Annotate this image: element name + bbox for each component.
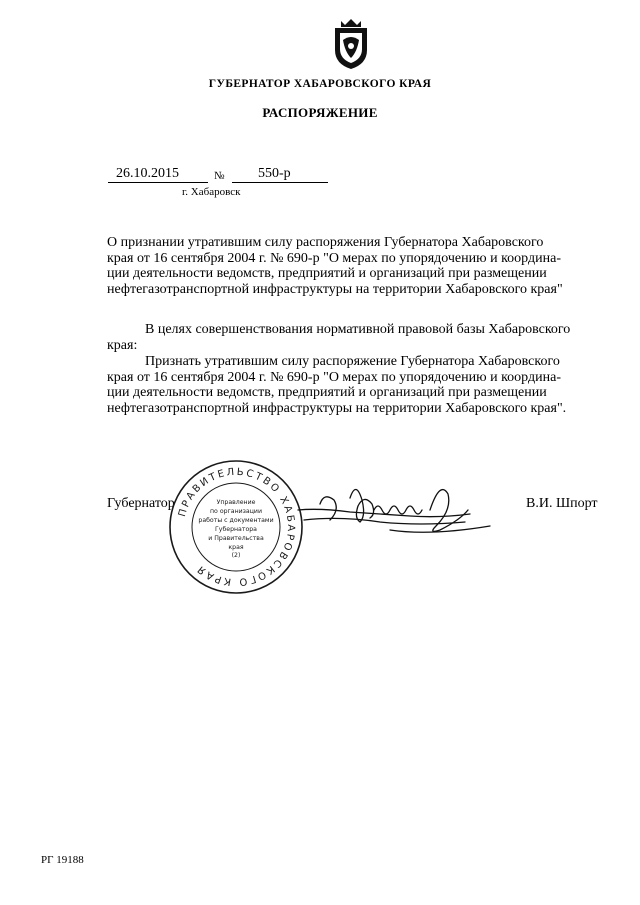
issue-city: г. Хабаровск bbox=[182, 186, 241, 198]
title-line: края от 16 сентября 2004 г. № 690-р "О мерах по упорядочению и координа- bbox=[107, 250, 561, 266]
body-line: ции деятельности ведомств, предприятий и организаций при размещении bbox=[107, 385, 547, 400]
title-line: нефтегазотранспортной инфраструктуры на территории Хабаровского края" bbox=[107, 281, 563, 297]
document-type: РАСПОРЯЖЕНИЕ bbox=[262, 105, 378, 120]
document-registration-code: РГ 19188 bbox=[41, 854, 84, 866]
body-line: края от 16 сентября 2004 г. № 690-р "О мерах по упорядочению и координа- bbox=[107, 369, 561, 385]
signatory-position: Губернатор bbox=[107, 496, 175, 511]
stamp-center-line: края bbox=[228, 544, 244, 551]
title-line: О признании утратившим силу распоряжения Губернатора Хабаровского bbox=[107, 235, 544, 250]
document-title bbox=[107, 235, 612, 297]
number-sign: № bbox=[214, 170, 225, 182]
stamp-center-line: Губернатора bbox=[215, 526, 257, 533]
stamp-center-line: (2) bbox=[231, 552, 241, 559]
body-line: нефтегазотранспортной инфраструктуры на территории Хабаровского края". bbox=[107, 400, 567, 416]
title-line: ции деятельности ведомств, предприятий и организаций при размещении bbox=[107, 266, 547, 281]
stamp-center-line: Управление bbox=[216, 499, 256, 506]
stamp-center-line: по организации bbox=[210, 508, 262, 515]
body-paragraph-resolution bbox=[107, 354, 612, 416]
stamp-center-line: и Правительства bbox=[208, 535, 264, 542]
body-line: края: bbox=[107, 337, 138, 353]
body-paragraph-preamble bbox=[107, 322, 612, 353]
stamp-center-line: работы с документами bbox=[198, 517, 274, 524]
document-date: 26.10.2015 bbox=[108, 166, 208, 183]
official-stamp bbox=[167, 458, 305, 596]
stamp-ring-text: ПРАВИТЕЛЬСТВО ХАБАРОВСКОГО КРАЯ bbox=[177, 466, 297, 588]
coat-of-arms-emblem bbox=[329, 16, 373, 70]
document-number: 550-р bbox=[232, 166, 328, 183]
signatory-name: В.И. Шпорт bbox=[526, 496, 598, 511]
body-line: В целях совершенствования нормативной правовой базы Хабаровского bbox=[145, 322, 571, 337]
issuing-authority: ГУБЕРНАТОР ХАБАРОВСКОГО КРАЯ bbox=[208, 78, 432, 90]
handwritten-signature bbox=[290, 470, 500, 560]
body-line: Признать утратившим силу распоряжение Губернатора Хабаровского bbox=[145, 354, 560, 369]
